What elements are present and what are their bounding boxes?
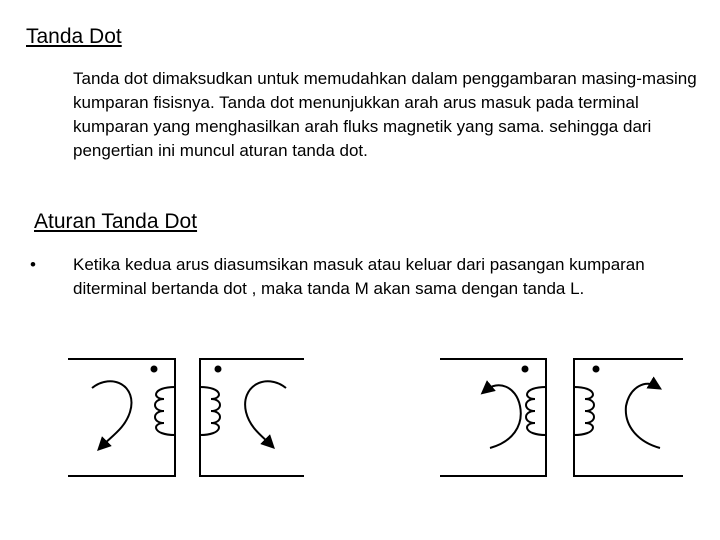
core-right-a (200, 359, 304, 476)
intro-paragraph: Tanda dot dimaksudkan untuk memudahkan dalam penggambaran masing-masing kumparan fisisnya. Tanda dot menunjukkan arah arus masuk pada terminal kumparan yang menghasilkan arah fluks magnetik yang sama. sehingga dari pengertian ini muncul aturan tanda dot. (73, 69, 697, 160)
coupled-coils-diagram (0, 340, 720, 480)
flux-arrow-left-b (486, 385, 521, 448)
core-left-b (440, 359, 546, 476)
coil-left-b (526, 387, 546, 435)
coil-pair-right (440, 359, 683, 476)
flux-arrow-right-b (626, 384, 660, 448)
rule-bullet-text: Ketika kedua arus diasumsikan masuk atau keluar dari pasangan kumparan diterminal bertanda dot , maka tanda M akan sama dengan tanda L. (73, 255, 645, 298)
rule-heading: Aturan Tanda Dot (34, 210, 198, 233)
coil-right-a (200, 387, 220, 435)
polarity-dot (593, 366, 600, 373)
core-left-a (68, 359, 175, 476)
polarity-dot (215, 366, 222, 373)
coil-pair-left (68, 359, 304, 476)
polarity-dot (151, 366, 158, 373)
bullet-marker: • (30, 255, 36, 274)
coil-left-a (155, 387, 175, 435)
flux-arrow-right-a (245, 381, 286, 444)
flux-arrow-left-a (92, 381, 131, 446)
core-right-b (574, 359, 683, 476)
page-title: Tanda Dot (26, 25, 122, 48)
coil-right-b (574, 387, 594, 435)
polarity-dot (522, 366, 529, 373)
